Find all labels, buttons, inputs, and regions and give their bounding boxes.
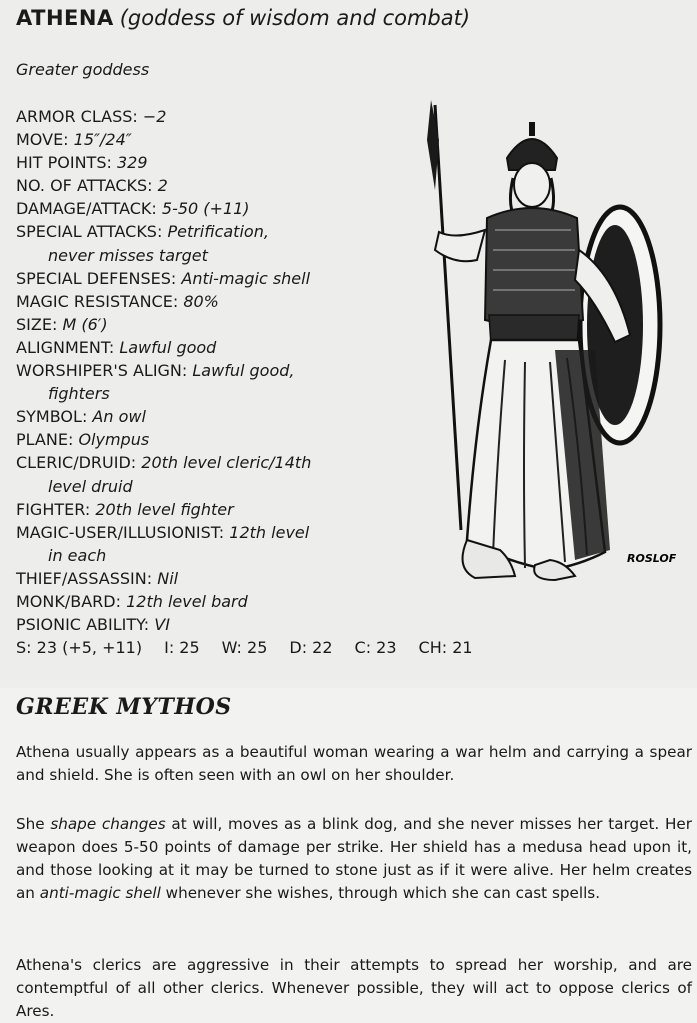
stat-row bbox=[16, 567, 416, 590]
ability-score: I: 25 bbox=[164, 638, 200, 658]
stat-value: VI bbox=[154, 615, 170, 635]
stat-label: PLANE: bbox=[16, 430, 74, 450]
deity-title bbox=[16, 6, 470, 30]
stat-continuation: in each bbox=[48, 545, 107, 565]
stat-label: HIT POINTS: bbox=[16, 153, 112, 173]
stat-row bbox=[16, 359, 416, 405]
stat-label: THIEF/ASSASSIN: bbox=[16, 568, 153, 588]
stat-label: MOVE: bbox=[16, 130, 69, 150]
stat-value: 12th level bard bbox=[126, 591, 248, 611]
stat-value: 20th level fighter bbox=[95, 499, 234, 519]
stat-label: SPECIAL ATTACKS: bbox=[16, 222, 163, 242]
stat-row bbox=[16, 336, 416, 359]
lore-paragraph: Athena's clerics are aggressive in their attempts to spread her worship, and are contemptful of all other clerics. Whenever possible, they will act to oppose clerics of Ares. bbox=[16, 956, 692, 1020]
stat-row bbox=[16, 197, 416, 220]
deity-rank: Greater goddess bbox=[16, 60, 150, 79]
stat-row bbox=[16, 267, 416, 290]
stat-row bbox=[16, 498, 416, 521]
stat-label: MONK/BARD: bbox=[16, 591, 121, 611]
stat-label: NO. OF ATTACKS: bbox=[16, 176, 153, 196]
stat-value: 5-50 (+11) bbox=[161, 199, 250, 219]
breastplate bbox=[485, 208, 583, 326]
stat-row bbox=[16, 613, 416, 636]
stat-value: 80% bbox=[183, 291, 219, 311]
deity-epithet: (goddess of wisdom and combat) bbox=[119, 6, 471, 30]
stat-value: Nil bbox=[157, 568, 179, 588]
stat-value: Lawful good, bbox=[192, 361, 295, 381]
stat-row bbox=[16, 105, 416, 128]
stat-row bbox=[16, 220, 416, 266]
lore-paragraph: Athena usually appears as a beautiful woman wearing a war helm and carrying a spear and shield. She is often seen with an owl on her shoulder. bbox=[16, 743, 692, 784]
athena-illustration bbox=[415, 100, 677, 590]
face bbox=[514, 163, 550, 207]
stat-row bbox=[16, 151, 416, 174]
stat-row bbox=[16, 428, 416, 451]
stat-value: An owl bbox=[92, 407, 146, 427]
ability-score: W: 25 bbox=[221, 638, 268, 658]
stat-list bbox=[16, 105, 473, 659]
stat-label: MAGIC RESISTANCE: bbox=[16, 291, 179, 311]
stat-value: Olympus bbox=[78, 430, 150, 450]
stat-row bbox=[16, 313, 416, 336]
ability-score: C: 23 bbox=[354, 638, 397, 658]
stat-row bbox=[16, 590, 416, 613]
stat-value: M (6′) bbox=[62, 314, 108, 334]
lore-paragraph: She shape changes at will, moves as a blink dog, and she never misses her target. Her weapon does 5-50 points of damage per strike. Her shield has a medusa head upon it, and those looking at it may be turned to stone just as if it were alive. Her helm creates an anti-magic shell whenever she wishes, through which she can cast spells. bbox=[16, 815, 692, 902]
stat-continuation: never misses target bbox=[48, 245, 208, 265]
stat-label: CLERIC/DRUID: bbox=[16, 453, 137, 473]
stat-row bbox=[16, 290, 416, 313]
stat-value: Petrification, bbox=[167, 222, 269, 242]
stat-row bbox=[16, 174, 416, 197]
section-heading: GREEK MYTHOS bbox=[16, 694, 232, 720]
emphasis-text: shape changes bbox=[50, 815, 166, 833]
ability-scores bbox=[16, 636, 473, 659]
stat-label: DAMAGE/ATTACK: bbox=[16, 199, 157, 219]
stat-value: Anti-magic shell bbox=[181, 268, 311, 288]
stat-label: MAGIC-USER/ILLUSIONIST: bbox=[16, 522, 225, 542]
stat-value: 20th level cleric/14th bbox=[141, 453, 312, 473]
stat-row bbox=[16, 128, 416, 151]
stat-label: ARMOR CLASS: bbox=[16, 107, 138, 126]
stat-continuation: fighters bbox=[48, 384, 110, 404]
deity-name: ATHENA bbox=[16, 6, 114, 30]
stat-value: 2 bbox=[157, 176, 168, 196]
stat-label: SIZE: bbox=[16, 314, 58, 334]
spear-shaft bbox=[435, 105, 461, 530]
stat-value: 329 bbox=[116, 153, 148, 173]
stat-value: 12th level bbox=[229, 522, 310, 542]
stat-label: PSIONIC ABILITY: bbox=[16, 615, 150, 635]
stat-value: 15″/24″ bbox=[73, 130, 132, 150]
ability-score: CH: 21 bbox=[418, 638, 473, 658]
stat-row bbox=[16, 405, 416, 428]
stat-row bbox=[16, 521, 416, 567]
stat-label: ALIGNMENT: bbox=[16, 337, 115, 357]
stat-value: Lawful good bbox=[119, 337, 217, 357]
artist-signature: ROSLOF bbox=[627, 552, 677, 565]
stat-label: SPECIAL DEFENSES: bbox=[16, 268, 177, 288]
ability-score: D: 22 bbox=[289, 638, 333, 658]
stat-row bbox=[16, 451, 416, 497]
stat-continuation: level druid bbox=[48, 476, 133, 496]
stat-label: WORSHIPER'S ALIGN: bbox=[16, 361, 188, 381]
stat-label: FIGHTER: bbox=[16, 499, 91, 519]
stat-value: −2 bbox=[142, 107, 167, 126]
emphasis-text: anti-magic shell bbox=[39, 884, 161, 902]
stat-label: SYMBOL: bbox=[16, 407, 88, 427]
ability-score: S: 23 (+5, +11) bbox=[16, 638, 143, 658]
spear-head bbox=[427, 100, 439, 190]
